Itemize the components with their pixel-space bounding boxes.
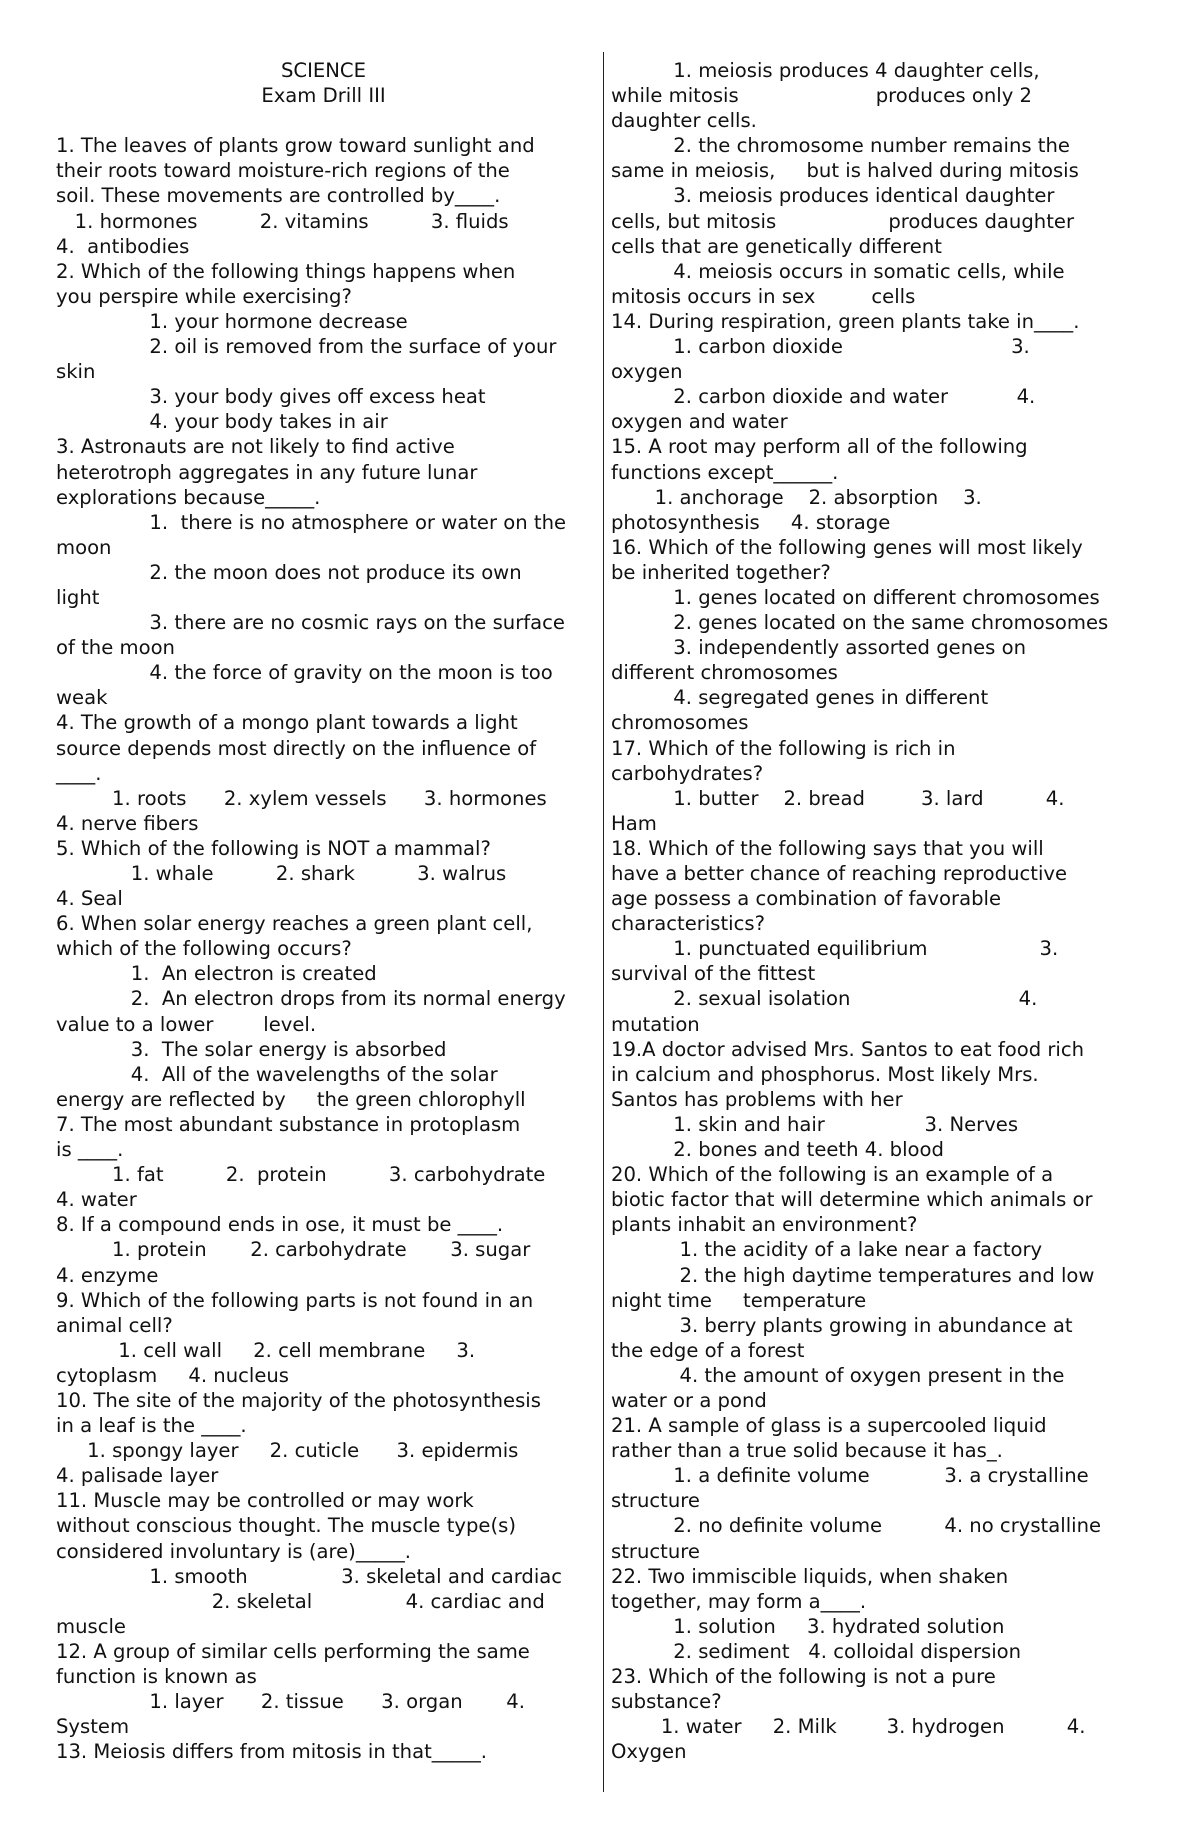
text-line: 6. When solar energy reaches a green plant cell,: [56, 912, 533, 936]
text-line: 4. meiosis occurs in somatic cells, while: [611, 259, 1065, 283]
text-line: oxygen: [611, 360, 683, 384]
text-line: 2. the moon does not produce its own: [56, 560, 522, 584]
text-line: 2. the high daytime temperatures and low: [611, 1263, 1095, 1287]
text-line: 2. bones and teeth 4. blood: [611, 1138, 944, 1162]
text-line: carbohydrates?: [611, 761, 764, 785]
text-line: function is known as: [56, 1665, 257, 1688]
text-line: 3. berry plants growing in abundance at: [611, 1313, 1073, 1337]
text-line: survival of the fittest: [611, 962, 816, 986]
text-line: weak: [56, 686, 108, 710]
text-line: heterotroph aggregates in any future lunar: [56, 460, 478, 484]
text-line: moon: [56, 535, 112, 559]
text-line: 4. the amount of oxygen present in the: [611, 1363, 1065, 1387]
text-line: Santos has problems with her: [611, 1087, 903, 1111]
text-line: 2. the chromosome number remains the: [611, 134, 1070, 158]
text-line: System: [56, 1715, 130, 1739]
text-line: daughter cells.: [611, 109, 757, 133]
text-line: 1. layer 2. tissue 3. organ 4.: [56, 1690, 525, 1714]
left-column: [56, 58, 591, 1764]
text-line: 4. segregated genes in different: [611, 686, 989, 710]
text-line: 4. nerve fibers: [56, 811, 199, 835]
text-line: 1. smooth 3. skeletal and cardiac: [56, 1564, 563, 1588]
text-line: 8. If a compound ends in ose, it must be ____.: [56, 1213, 504, 1237]
text-line: animal cell?: [56, 1313, 173, 1337]
text-line: 3. Astronauts are not likely to find active: [56, 435, 455, 459]
text-line: ____.: [56, 761, 102, 785]
text-line: 1. whale 2. shark 3. walrus: [56, 862, 507, 885]
text-line: 3. The solar energy is absorbed: [56, 1037, 447, 1061]
text-line: substance?: [611, 1690, 722, 1714]
text-line: 1. hormones 2. vitamins 3. fluids: [56, 209, 509, 233]
text-line: rather than a true solid because it has_.: [611, 1439, 1003, 1463]
text-line: 1. spongy layer 2. cuticle 3. epidermis: [56, 1439, 519, 1463]
text-line: 4. enzyme: [56, 1263, 159, 1287]
text-line: without conscious thought. The muscle type(s): [56, 1514, 516, 1538]
text-line: characteristics?: [611, 912, 765, 936]
text-line: considered involuntary is (are)_____.: [56, 1539, 412, 1563]
text-line: 3. meiosis produces identical daughter: [611, 184, 1055, 208]
text-line: of the moon: [56, 636, 175, 660]
text-line: 21. A sample of glass is a supercooled liquid: [611, 1414, 1047, 1438]
text-line: in calcium and phosphorus. Most likely Mrs.: [611, 1062, 1039, 1086]
column-divider: [603, 52, 604, 1792]
text-line: 9. Which of the following parts is not found in an: [56, 1288, 534, 1312]
text-line: 4. Seal: [56, 887, 123, 911]
text-line: 1. fat 2. protein 3. carbohydrate: [56, 1163, 546, 1187]
text-line: 1. meiosis produces 4 daughter cells,: [611, 59, 1040, 82]
text-line: mutation: [611, 1012, 700, 1036]
text-line: muscle: [56, 1614, 126, 1638]
text-line: water or a pond: [611, 1388, 767, 1412]
text-line: 4. palisade layer: [56, 1464, 219, 1488]
text-line: mitosis occurs in sex cells: [611, 284, 916, 308]
text-line: 1. genes located on different chromosomes: [611, 585, 1100, 609]
text-line: 10. The site of the majority of the photosynthesis: [56, 1388, 541, 1412]
text-line: 2. carbon dioxide and water 4.: [611, 385, 1036, 409]
text-line: same in meiosis, but is halved during mitosis: [611, 159, 1079, 183]
text-line: 1. skin and hair 3. Nerves: [611, 1112, 1019, 1136]
text-line: functions except______.: [611, 460, 839, 484]
text-line: 22. Two immiscible liquids, when shaken: [611, 1564, 1009, 1588]
text-line: 4. All of the wavelengths of the solar: [56, 1062, 498, 1086]
text-line: source depends most directly on the influence of: [56, 736, 537, 760]
text-line: cells that are genetically different: [611, 234, 942, 258]
text-line: structure: [611, 1539, 700, 1563]
text-line: 17. Which of the following is rich in: [611, 736, 956, 760]
text-line: chromosomes: [611, 711, 749, 735]
text-line: 2. Which of the following things happens when: [56, 259, 516, 283]
text-line: 2. genes located on the same chromosomes: [611, 611, 1109, 635]
text-line: 2. sediment 4. colloidal dispersion: [611, 1639, 1022, 1663]
text-line: 16. Which of the following genes will most likely: [611, 535, 1083, 559]
text-line: 1. butter 2. bread 3. lard 4.: [611, 786, 1065, 810]
text-line: structure: [611, 1489, 700, 1513]
text-line: energy are reflected by the green chlorophyll: [56, 1087, 526, 1111]
text-line: photosynthesis 4. storage: [611, 510, 891, 534]
text-line: 3. independently assorted genes on: [611, 636, 1027, 660]
text-line: 1. carbon dioxide 3.: [611, 335, 1030, 359]
text-line: cytoplasm 4. nucleus: [56, 1363, 290, 1387]
text-line: 1. punctuated equilibrium 3.: [611, 937, 1059, 961]
text-line: oxygen and water: [611, 410, 788, 434]
text-line: 2. oil is removed from the surface of your: [56, 335, 557, 359]
right-column: [611, 58, 1151, 1764]
text-line: Ham: [611, 811, 657, 835]
text-line: is ____.: [56, 1138, 124, 1162]
text-line: 4. The growth of a mongo plant towards a light: [56, 711, 518, 735]
blank-line: [56, 108, 591, 133]
text-line: 20. Which of the following is an example of a: [611, 1163, 1054, 1187]
text-line: 7. The most abundant substance in protoplasm: [56, 1112, 521, 1136]
text-line: 4. your body takes in air: [56, 410, 388, 434]
text-line: 19.A doctor advised Mrs. Santos to eat food rich: [611, 1037, 1085, 1061]
text-line: night time temperature: [611, 1288, 867, 1312]
text-line: be inherited together?: [611, 560, 831, 584]
text-line: while mitosis produces only 2: [611, 84, 1033, 108]
text-line: 14. During respiration, green plants take in____.: [611, 309, 1080, 333]
text-line: skin: [56, 360, 96, 384]
text-line: different chromosomes: [611, 661, 838, 685]
text-line: 2. sexual isolation 4.: [611, 987, 1038, 1011]
text-line: 1. there is no atmosphere or water on the: [56, 510, 567, 534]
text-line: 18. Which of the following says that you will: [611, 836, 1044, 860]
text-line: 13. Meiosis differs from mitosis in that_____.: [56, 1740, 488, 1764]
text-line: 2. no definite volume 4. no crystalline: [611, 1514, 1102, 1538]
text-line: cells, but mitosis produces daughter: [611, 209, 1074, 233]
text-line: together, may form a____.: [611, 1589, 867, 1613]
page-title: SCIENCE: [281, 59, 366, 82]
text-line: 12. A group of similar cells performing the same: [56, 1639, 530, 1663]
text-line: 2. skeletal 4. cardiac and: [56, 1589, 545, 1613]
text-line: 1. An electron is created: [56, 962, 377, 986]
text-line: Oxygen: [611, 1740, 687, 1764]
text-line: 4. water: [56, 1188, 137, 1212]
text-line: 1. anchorage 2. absorption 3.: [611, 485, 982, 509]
text-line: plants inhabit an environment?: [611, 1213, 918, 1237]
text-line: age possess a combination of favorable: [611, 887, 1002, 911]
text-line: 4. the force of gravity on the moon is too: [56, 661, 553, 685]
text-line: 1. roots 2. xylem vessels 3. hormones: [56, 786, 547, 810]
text-line: biotic factor that will determine which animals or: [611, 1188, 1093, 1212]
page-subtitle: Exam Drill III: [261, 84, 386, 108]
text-line: 1. solution 3. hydrated solution: [611, 1614, 1005, 1638]
text-line: 1. protein 2. carbohydrate 3. sugar: [56, 1238, 531, 1262]
text-line: 4. antibodies: [56, 234, 190, 258]
text-line: you perspire while exercising?: [56, 284, 352, 308]
text-line: 23. Which of the following is not a pure: [611, 1665, 996, 1688]
text-line: soil. These movements are controlled by____.: [56, 184, 501, 208]
text-line: have a better chance of reaching reproductive: [611, 862, 1068, 885]
text-line: 3. your body gives off excess heat: [56, 385, 486, 409]
text-line: 11. Muscle may be controlled or may work: [56, 1489, 474, 1513]
text-line: 1. water 2. Milk 3. hydrogen 4.: [611, 1715, 1086, 1739]
left-question-lines: [56, 133, 591, 1764]
text-line: the edge of a forest: [611, 1338, 805, 1362]
text-line: light: [56, 585, 100, 609]
text-line: in a leaf is the ____.: [56, 1414, 247, 1438]
text-line: 15. A root may perform all of the following: [611, 435, 1028, 459]
text-line: 1. The leaves of plants grow toward sunlight and: [56, 134, 535, 158]
text-line: 5. Which of the following is NOT a mammal?: [56, 836, 491, 860]
text-line: explorations because_____.: [56, 485, 321, 509]
text-line: 1. your hormone decrease: [56, 309, 408, 333]
text-line: 3. there are no cosmic rays on the surface: [56, 611, 565, 635]
text-line: value to a lower level.: [56, 1012, 317, 1036]
text-line: 2. An electron drops from its normal energy: [56, 987, 566, 1011]
text-line: 1. the acidity of a lake near a factory: [611, 1238, 1043, 1262]
text-line: 1. cell wall 2. cell membrane 3.: [56, 1338, 476, 1362]
text-line: their roots toward moisture-rich regions of the: [56, 159, 510, 183]
right-question-lines: [611, 58, 1151, 1764]
text-line: 1. a definite volume 3. a crystalline: [611, 1464, 1089, 1488]
text-line: which of the following occurs?: [56, 937, 352, 961]
